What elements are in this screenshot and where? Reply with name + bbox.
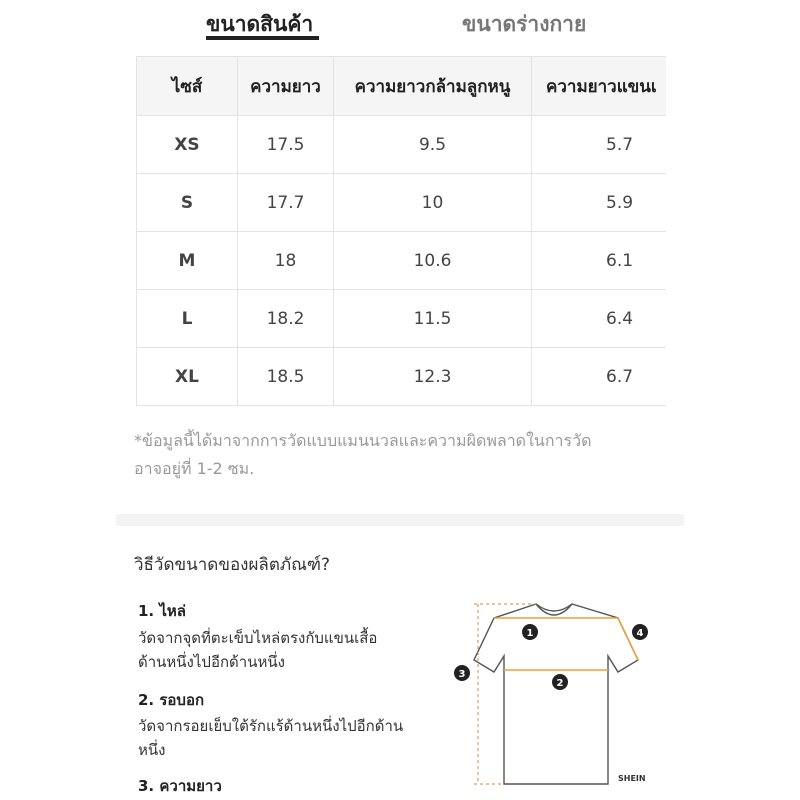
- size-cell: XL: [137, 348, 238, 406]
- svg-text:4: 4: [636, 628, 644, 639]
- step-desc-line: ด้านหนึ่งไปอีกด้านหนึ่ง: [138, 653, 285, 671]
- active-tab-indicator: [206, 36, 319, 40]
- sleeve-cell: 5.9: [532, 174, 667, 232]
- sleeve-cell: 6.1: [532, 232, 667, 290]
- tab-product-size[interactable]: ขนาดสินค้า: [206, 12, 314, 36]
- svg-text:3: 3: [458, 669, 466, 680]
- step-desc-line: หนึ่ง: [138, 741, 166, 759]
- measurement-note: [134, 427, 694, 483]
- sleeve-cell: 5.7: [532, 116, 667, 174]
- note-line-2: อาจอยู่ที่ 1-2 ซม.: [134, 459, 255, 478]
- length-cell: 18.2: [238, 290, 334, 348]
- length-cell: 18: [238, 232, 334, 290]
- marker-3-icon: [454, 665, 470, 681]
- marker-1-icon: [522, 624, 538, 640]
- step-desc-line: วัดจากรอยเย็บใต้รักแร้ด้านหนึ่งไปอีกด้าน: [138, 717, 404, 735]
- table-row: [137, 348, 667, 406]
- step-shoulder-desc: [138, 626, 438, 674]
- svg-text:1: 1: [526, 628, 534, 639]
- tshirt-outline: [474, 604, 638, 784]
- marker-4-icon: [632, 624, 648, 640]
- size-table: [136, 56, 666, 406]
- bicep-cell: 10: [334, 174, 532, 232]
- how-to-measure-title: วิธีวัดขนาดของผลิตภัณฑ์?: [134, 555, 330, 575]
- length-cell: 17.5: [238, 116, 334, 174]
- table-row: [137, 290, 667, 348]
- size-cell: S: [137, 174, 238, 232]
- step-shoulder-title: 1. ไหล่: [138, 602, 186, 620]
- step-desc-line: วัดจากจุดที่ตะเข็บไหล่ตรงกับแขนเสื้อ: [138, 629, 378, 647]
- table-row: [137, 116, 667, 174]
- bicep-cell: 12.3: [334, 348, 532, 406]
- svg-text:2: 2: [556, 678, 564, 689]
- sleeve-cell: 6.4: [532, 290, 667, 348]
- step-chest-title: 2. รอบอก: [138, 691, 205, 709]
- note-line-1: *ข้อมูลนี้ได้มาจากการวัดแบบแมนนวลและความผิดพลาดในการวัด: [134, 431, 592, 450]
- size-tabs: [0, 0, 800, 44]
- tab-body-size[interactable]: ขนาดร่างกาย: [462, 12, 587, 36]
- table-header-row: [137, 57, 667, 116]
- marker-2-icon: [552, 674, 568, 690]
- sleeve-cell: 6.7: [532, 348, 667, 406]
- size-cell: XS: [137, 116, 238, 174]
- step-length-title: 3. ความยาว: [138, 777, 222, 795]
- size-cell: L: [137, 290, 238, 348]
- brand-label: SHEIN: [618, 774, 646, 783]
- step-chest-desc: [138, 714, 438, 762]
- tshirt-measurement-diagram: [446, 596, 666, 800]
- header-size: ไซส์: [137, 57, 238, 116]
- header-sleeve-length: ความยาวแขนเ: [532, 57, 667, 116]
- size-cell: M: [137, 232, 238, 290]
- bicep-cell: 10.6: [334, 232, 532, 290]
- size-table-container[interactable]: [136, 56, 666, 406]
- table-row: [137, 232, 667, 290]
- length-cell: 17.7: [238, 174, 334, 232]
- bicep-cell: 9.5: [334, 116, 532, 174]
- section-divider: [116, 514, 684, 526]
- length-cell: 18.5: [238, 348, 334, 406]
- bicep-cell: 11.5: [334, 290, 532, 348]
- header-length: ความยาว: [238, 57, 334, 116]
- table-row: [137, 174, 667, 232]
- header-bicep-length: ความยาวกล้ามลูกหนู: [334, 57, 532, 116]
